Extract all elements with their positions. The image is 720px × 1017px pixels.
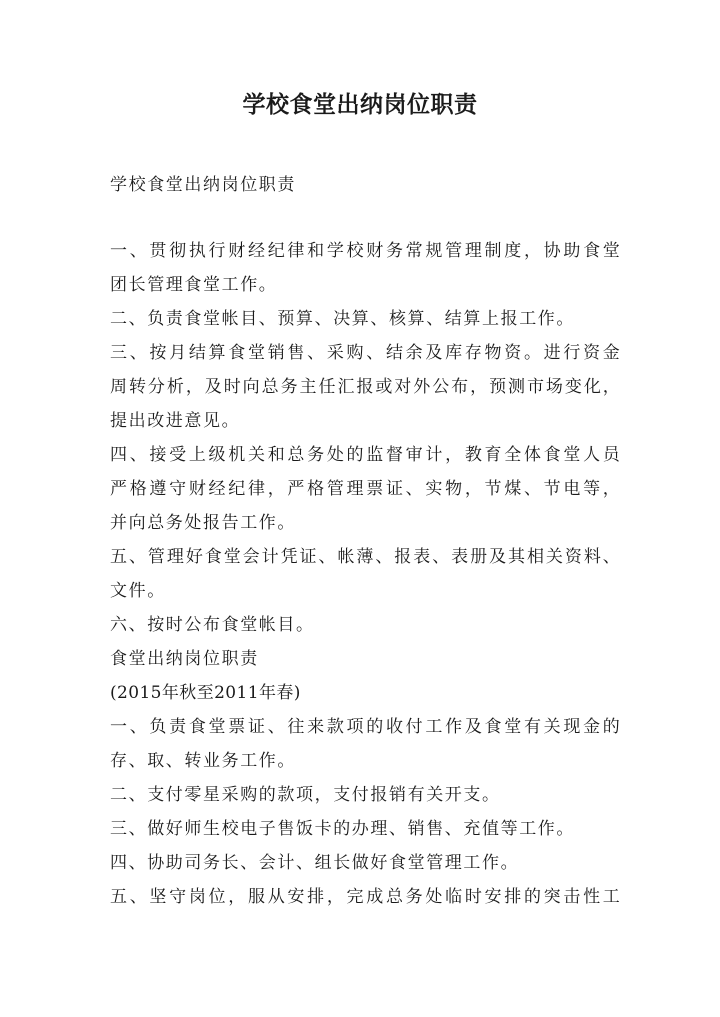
paragraph-line: 提出改进意见。 <box>110 411 241 431</box>
paragraph-line: 三、按月结算食堂销售、采购、结余及库存物资。进行资金 <box>110 343 620 363</box>
paragraph-line: 一、负责食堂票证、往来款项的收付工作及食堂有关现金的 <box>110 717 620 737</box>
paragraph-line: 并向总务处报告工作。 <box>110 513 296 533</box>
paragraph-line: 三、做好师生校电子售饭卡的办理、销售、充值等工作。 <box>110 819 575 839</box>
paragraph-line: 四、协助司务长、会计、组长做好食堂管理工作。 <box>110 853 520 873</box>
paragraph-line: 五、管理好食堂会计凭证、帐薄、报表、表册及其相关资料、 <box>110 547 620 567</box>
section-date-range: (2015年秋至2011年春) <box>110 683 301 703</box>
paragraph-line: 六、按时公布食堂帐目。 <box>110 615 315 635</box>
document-title: 学校食堂出纳岗位职责 <box>242 91 478 118</box>
paragraph-line: 严格遵守财经纪律，严格管理票证、实物，节煤、节电等， <box>110 479 620 499</box>
paragraph-line: 文件。 <box>110 581 166 601</box>
paragraph-line: 周转分析，及时向总务主任汇报或对外公布，预测市场变化， <box>110 377 620 397</box>
paragraph-line: 二、负责食堂帐目、预算、决算、核算、结算上报工作。 <box>110 309 575 329</box>
paragraph-line: 四、接受上级机关和总务处的监督审计，教育全体食堂人员 <box>110 445 620 465</box>
paragraph-line: 存、取、转业务工作。 <box>110 751 296 771</box>
section-heading: 食堂出纳岗位职责 <box>110 649 259 669</box>
document-subtitle: 学校食堂出纳岗位职责 <box>110 175 296 195</box>
paragraph-line: 团长管理食堂工作。 <box>110 275 278 295</box>
paragraph-line: 二、支付零星采购的款项，支付报销有关开支。 <box>110 785 501 805</box>
paragraph-line: 五、坚守岗位，服从安排，完成总务处临时安排的突击性工 <box>110 887 620 907</box>
paragraph-line: 一、贯彻执行财经纪律和学校财务常规管理制度，协助食堂 <box>110 241 620 261</box>
